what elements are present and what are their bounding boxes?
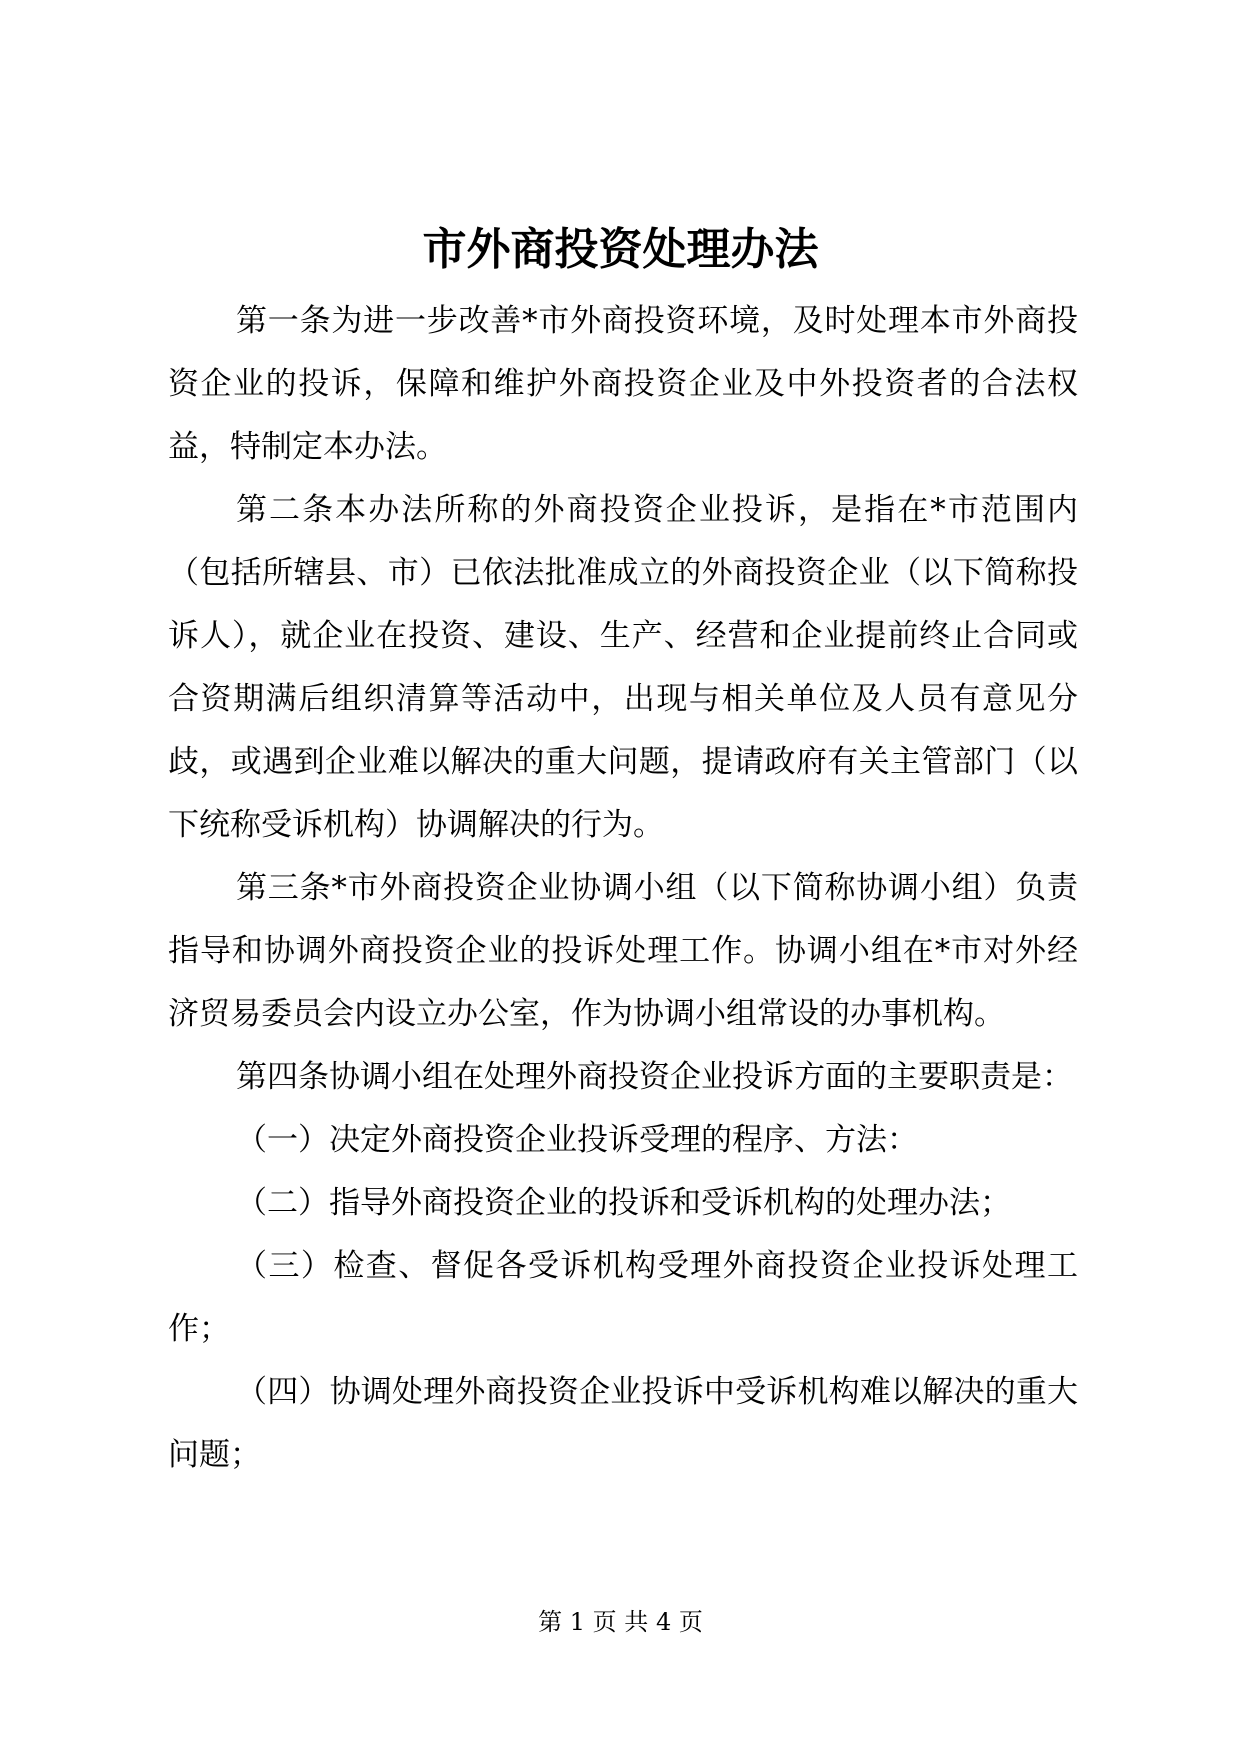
document-title: 市外商投资处理办法 [422,224,819,275]
article-4-paragraph: 第四条协调小组在处理外商投资企业投诉方面的主要职责是： [236,1059,1073,1095]
article-1-paragraph: 第一条为进一步改善*市外商投资环境，及时处理本市外商投资企业的投诉，保障和维护外商投资企业及中外投资者的合法权益，特制定本办法。 [168,303,1078,465]
document-body [168,290,1078,1487]
article-4-item-4: （四）协调处理外商投资企业投诉中受诉机构难以解决的重大问题； [168,1374,1078,1473]
article-2-paragraph: 第二条本办法所称的外商投资企业投诉，是指在*市范围内（包括所辖县、市）已依法批准成立的外商投资企业（以下简称投诉人），就企业在投资、建设、生产、经营和企业提前终止合同或合资期满后组织清算等活动中，出现与相关单位及人员有意见分歧，或遇到企业难以解决的重大问题，提请政府有关主管部门（以下统称受诉机构）协调解决的行为。 [168,492,1078,843]
article-4-item-2: （二）指导外商投资企业的投诉和受诉机构的处理办法； [236,1185,1011,1221]
article-3-paragraph: 第三条*市外商投资企业协调小组（以下简称协调小组）负责指导和协调外商投资企业的投诉处理工作。协调小组在*市对外经济贸易委员会内设立办公室，作为协调小组常设的办事机构。 [168,870,1078,1032]
article-4-item-3: （三）检查、督促各受诉机构受理外商投资企业投诉处理工作； [168,1248,1078,1347]
article-4-item-1: （一）决定外商投资企业投诉受理的程序、方法： [236,1122,918,1158]
page-number-footer: 第 1 页 共 4 页 [538,1608,703,1636]
